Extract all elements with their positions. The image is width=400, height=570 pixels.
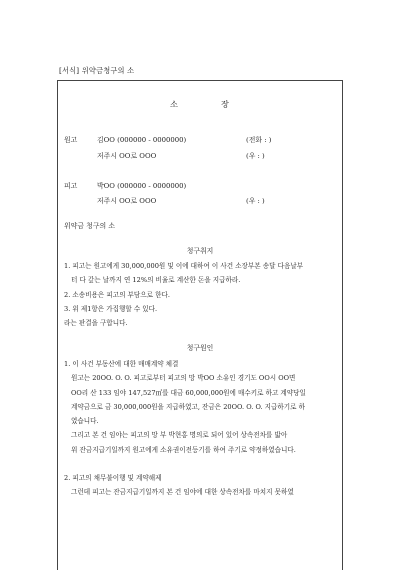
claim-purpose-line: 3. 위 제1항은 가집행할 수 있다. xyxy=(64,304,158,313)
plaintiff-label: 원고 xyxy=(64,136,78,144)
case-name: 위약금 청구의 소 xyxy=(64,222,115,230)
claim-cause-line: 위 잔금지급기일까지 원고에게 소유권이전등기를 하여 주기로 약정하였습니다. xyxy=(71,445,296,454)
claim-purpose-line: 2. 소송비용은 피고의 부담으로 한다. xyxy=(64,290,170,299)
defendant-name-line: 박OO (000000 - 0000000) xyxy=(97,182,187,190)
claim-cause-line: 그런데 피고는 잔금지급기일까지 본 건 임야에 대한 상속전차를 마치지 못하였 xyxy=(71,488,294,497)
claim-cause-line: 계약금으로 금 30,000,000원을 지급하였고, 잔금은 20OO. O. O. 지급하기로 하 xyxy=(71,402,305,411)
document-title-left: 소 xyxy=(170,99,178,109)
claim-cause-line: OO리 산 133 임야 147,527㎡를 대금 60,000,000원에 매수키로 하고 계약당일 xyxy=(71,388,306,397)
claim-purpose-line: 1. 피고는 원고에게 30,000,000원 및 이에 대하여 이 사건 소장부본 송달 다음날부 xyxy=(64,262,304,270)
claim-purpose-heading: 청구취지 xyxy=(186,247,214,255)
claim-purpose-body xyxy=(64,259,303,330)
defendant-label: 피고 xyxy=(64,182,78,190)
claim-cause-line: 원고는 20OO. O. O. 피고로부터 피고의 망 박OO 소유인 경기도 OO시 OO면 xyxy=(71,374,296,383)
plaintiff-phone: (전화 : ) xyxy=(246,136,272,144)
plaintiff-postal: (우 : ) xyxy=(246,152,265,160)
claim-cause-line: 그리고 본 건 임야는 피고의 망 부 박현홍 명의로 되어 있어 상속전차를 밟아 xyxy=(71,431,288,440)
claim-cause-line xyxy=(64,457,306,471)
claim-cause-body xyxy=(64,357,306,500)
plaintiff-address: 저주시 OO로 OOO xyxy=(97,152,157,160)
claim-purpose-line: 터 다 갚는 날까지 연 12%의 비율로 계산한 돈을 지급하라. xyxy=(71,276,241,285)
claim-purpose-line: 라는 판결을 구합니다. xyxy=(64,319,128,328)
plaintiff-name-line: 김OO (000000 - 0000000) xyxy=(97,136,187,144)
defendant-postal: (우 : ) xyxy=(246,197,265,205)
form-caption: [서식] 위약금청구의 소 xyxy=(59,66,135,75)
defendant-address: 저주시 OO로 OOO xyxy=(97,197,157,205)
claim-cause-heading: 청구원인 xyxy=(186,344,214,352)
claim-cause-line: 1. 이 사건 부동산에 대한 매매계약 체결 xyxy=(64,360,179,368)
claim-cause-line: 였습니다. xyxy=(71,417,99,426)
claim-cause-line: 2. 피고의 채무불이행 및 계약해제 xyxy=(64,474,162,483)
document-title-right: 장 xyxy=(221,99,229,109)
